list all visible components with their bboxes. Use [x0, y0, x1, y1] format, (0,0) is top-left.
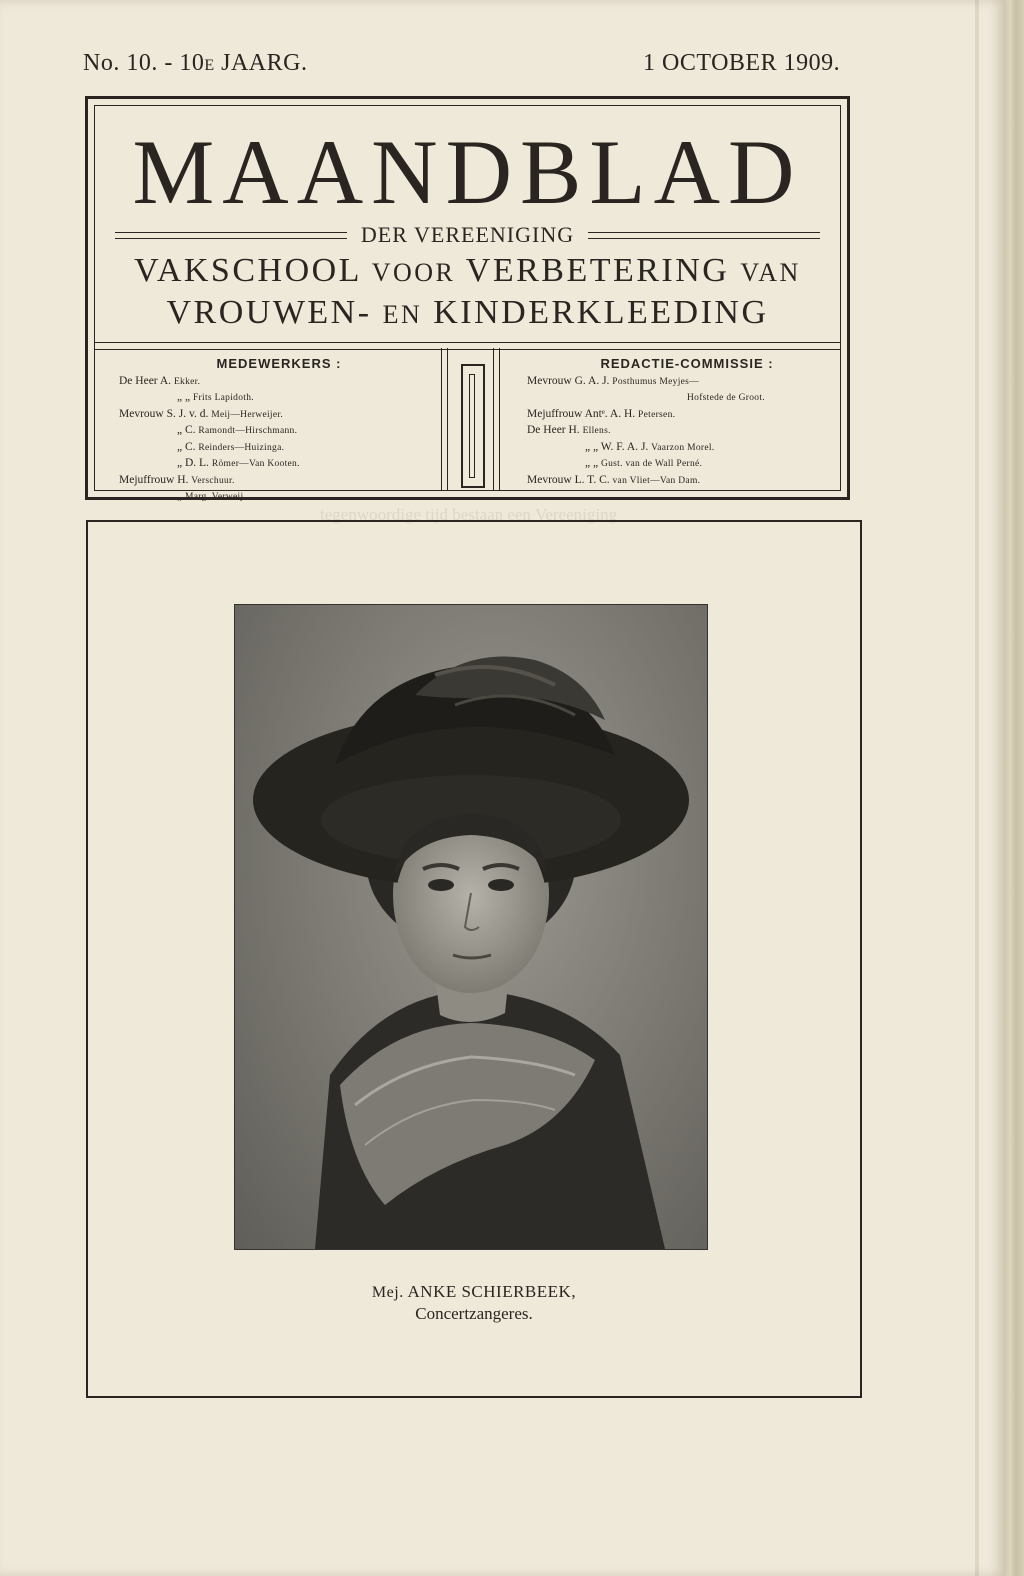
masthead-inner-border	[94, 105, 841, 502]
row-prefix: „ „ W. F. A. J.	[585, 440, 652, 453]
masthead	[85, 96, 850, 500]
redactie-row	[527, 440, 847, 457]
row-name: Petersen.	[638, 409, 676, 420]
row-prefix: Mejuffrouw H.	[119, 473, 192, 486]
row-name: Meij—Herweijer.	[211, 409, 283, 420]
row-prefix: Mevrouw G. A. J.	[527, 374, 613, 387]
row-name: van Vliet—Van Dam.	[612, 475, 701, 486]
row-prefix: „ D. L.	[177, 457, 212, 469]
column-rule-left	[441, 348, 442, 490]
medewerker-row	[119, 473, 439, 490]
row-prefix: „ „	[177, 391, 193, 403]
issue-number-text: No. 10. - 10	[83, 50, 205, 76]
medewerker-row	[119, 440, 439, 457]
masthead-title: MAANDBLAD	[132, 121, 803, 223]
medewerker-row	[119, 456, 439, 473]
redactie-column	[527, 356, 847, 489]
issue-number-suffix: E	[204, 57, 215, 74]
ornament-bar	[461, 364, 485, 488]
row-name: Vaarzon Morel.	[651, 442, 715, 453]
subtitle-2-b: EN	[382, 300, 423, 329]
row-prefix: De Heer A.	[119, 374, 174, 387]
row-name: Hofstede de Groot.	[687, 393, 765, 403]
redactie-row	[527, 423, 847, 440]
caption-name: ANKE SCHIERBEEK,	[403, 1282, 577, 1301]
subtitle-1-d: VAN	[740, 258, 801, 287]
row-prefix: Mevrouw L. T. C.	[527, 473, 613, 486]
row-prefix: „ C.	[177, 424, 199, 436]
double-rule-left	[115, 232, 347, 239]
subtitle-1-c: VERBETERING	[455, 252, 741, 289]
der-vereeniging: DER VEREENIGING	[360, 222, 575, 247]
row-name: Römer—Van Kooten.	[211, 459, 300, 469]
row-name: Verschuur.	[191, 475, 235, 486]
column-rule-right-2	[499, 348, 500, 490]
medewerkers-heading: MEDEWERKERS :	[216, 356, 342, 371]
page-fold	[975, 0, 979, 1576]
subtitle-2-a: VROUWEN-	[166, 294, 383, 331]
row-name: Frits Lapidoth.	[192, 393, 254, 403]
issue-date: 1 OCTOBER 1909.	[643, 50, 841, 76]
row-prefix: „ „	[585, 457, 601, 469]
double-rule-right	[588, 232, 820, 239]
portrait-photo	[234, 604, 708, 1250]
medewerker-row	[119, 407, 439, 424]
row-prefix: De Heer H.	[527, 424, 583, 436]
portrait-illustration	[235, 605, 707, 1249]
photo-caption-role: Concertzangeres.	[415, 1304, 533, 1323]
row-name: Ekker.	[173, 376, 201, 387]
redactie-row	[527, 390, 847, 407]
medewerker-row	[119, 423, 439, 440]
page-edge	[1004, 0, 1024, 1576]
redactie-row	[527, 374, 847, 391]
redactie-row	[527, 456, 847, 473]
row-name: Ellens.	[582, 426, 611, 436]
bleed-through-text: tegenwoordige tijd bestaan een Vereeniging	[320, 505, 618, 524]
der-vereeniging-row	[115, 222, 820, 248]
issue-number-rest: JAARG.	[214, 50, 308, 76]
row-name: Ramondt—Hirschmann.	[198, 426, 298, 436]
row-name: Reinders—Huizinga.	[198, 442, 285, 453]
row-prefix: „ C.	[177, 440, 199, 453]
subtitle-1-b: VOOR	[371, 258, 456, 287]
medewerker-row	[119, 374, 439, 391]
subtitle-1-a: VAKSCHOOL	[134, 252, 372, 289]
row-prefix: Mejuffrouw Antᵉ. A. H.	[527, 407, 639, 420]
subtitle-line-2	[95, 294, 840, 332]
row-prefix: Mevrouw S. J. v. d.	[119, 407, 212, 420]
medewerker-row	[119, 390, 439, 407]
caption-prefix: Mej.	[371, 1284, 404, 1301]
subtitle-2-c: KINDERKLEEDING	[422, 294, 769, 331]
redactie-row	[527, 473, 847, 490]
redactie-heading: REDACTIE-COMMISSIE :	[600, 356, 774, 371]
row-name: Posthumus Meyjes—	[612, 376, 699, 387]
redactie-row	[527, 407, 847, 424]
column-rule-left-2	[447, 348, 448, 490]
row-name: Gust. van de Wall Perné.	[600, 459, 703, 469]
issue-number	[83, 50, 307, 77]
subtitle-line-1	[95, 252, 840, 290]
photo-caption-name	[86, 1282, 862, 1302]
medewerkers-column	[119, 356, 439, 506]
masthead-divider	[95, 342, 840, 350]
column-rule-right	[493, 348, 494, 490]
row-name: Marg. Verweij.	[184, 492, 247, 502]
row-prefix: „	[177, 490, 185, 502]
medewerker-row	[119, 489, 439, 506]
